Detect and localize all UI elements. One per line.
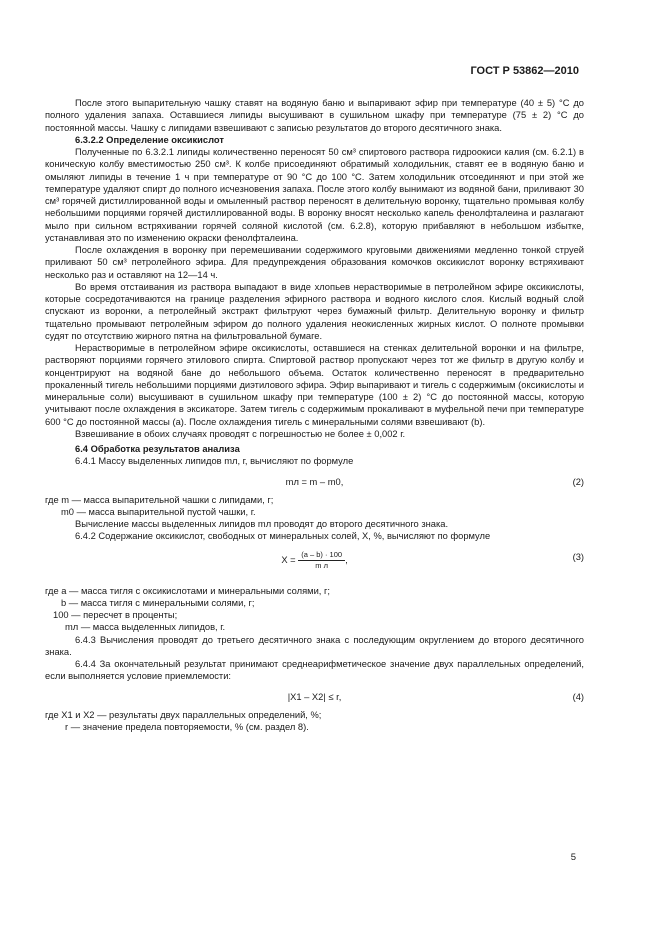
where-x1-x2: где X1 и X2 — результаты двух параллельных определений, %; [45,709,322,720]
equation-2-number: (2) [572,476,584,487]
equation-2 [45,475,584,489]
where-a: где a — масса тигля с оксикислотами и минеральными солями, г; [45,585,330,596]
paragraph-644: 6.4.4 За окончательный результат принимают среднеарифметическое значение двух параллельных определений, если выполняется условие приемлемости: [45,659,584,682]
page-number: 5 [570,852,576,863]
paragraph-weighing: Взвешивание в обоих случаях проводят с погрешностью не более ± 0,002 г. [75,428,406,439]
paragraph-642: 6.4.2 Содержание оксикислот, свободных от минеральных солей, X, %, вычисляют по формуле [75,531,491,542]
equation-4 [45,690,584,704]
equation-4-body: |X1 – X2| ≤ r, [287,691,342,702]
paragraph-evaporation: После этого выпарительную чашку ставят на водяную баню и выпаривают эфир при температуре (40 ± 5) °С до полного удаления запаха. Оставшиеся липиды высушивают в сушильном шкафу при температуре (75 ± 2) °С до постоянной массы. Чашку с липидами взвешивают с записью результатов до второго десятичного знака. [45,98,584,133]
document-header: ГОСТ Р 53862—2010 [470,65,579,77]
where-ml: mл — масса выделенных липидов, г. [65,622,226,633]
document-body [45,97,584,733]
equation-3 [45,550,584,580]
section-heading-64: 6.4 Обработка результатов анализа [75,444,240,454]
where-m: где m — масса выпарительной чашки с липидами, г; [45,494,274,505]
paragraph-settling: Во время отстаивания из раствора выпадают в виде хлопьев нерастворимые в петролейном эфире оксикислоты, которые сосредотачиваются на границе разделения эфирного раствора и водного кислого слоя. Кислый водный слой спускают из воронки, а петролейный экстракт фильтруют через бумажный фильтр. Делительную воронку и фильтр тщательно промывают петролейным эфиром до полного удаления неокисленных жирных кислот. О полноте промывки судят по отсутствию жирного пятна на фильтровальной бумаге. [45,281,584,341]
equation-3-number: (3) [572,551,584,562]
equation-2-body: mл = m – m0, [285,476,344,487]
equation-3-tail: , [345,554,348,565]
paragraph-643: 6.4.3 Вычисления проводят до третьего десятичного знака с последующим округлением до второго десятичного знака. [45,634,584,657]
where-b: b — масса тигля с минеральными солями, г; [61,597,255,608]
paragraph-641b: Вычисление массы выделенных липидов mл проводят до второго десятичного знака. [75,519,449,529]
where-r: r — значение предела повторяемости, % (см. раздел 8). [65,721,309,732]
equation-3-denominator: m л [315,560,328,570]
paragraph-641: 6.4.1 Массу выделенных липидов mл, г, вычисляют по формуле [75,456,354,467]
equation-4-number: (4) [572,691,584,702]
where-m0: m0 — масса выпарительной пустой чашки, г. [61,506,256,517]
paragraph-saponification: Полученные по 6.3.2.1 липиды количественно переносят 50 см³ спиртового раствора гидроокиси калия (см. 6.2.1) в коническую колбу вместимостью 250 см³. К колбе присоединяют обратимый холодильник, ставят ее в водяную баню и омыляют липиды в течение 1 ч при температуре от 90 °С до 100 °С. Затем холодильник отсоединяют и при этой же температуре удаляют спирт до полного исчезновения запаха. После этого колбу вынимают из водяной бани, приливают 30 см³ горячей дистиллированной воды и омыленный раствор переносят в делительную воронку, тщательно промывая колбу небольшими порциями горячей дистиллированной воды. В воронку вносят несколько капель фенолфталеина и разлагают мыло при сильном встряхивании горячей соляной кислотой (см. 6.2.8), которую прибавляют в небольшом избытке, устанавливая это по изменению окраски фенолфталеина. [45,147,584,243]
equation-3-fraction [298,550,345,571]
paragraph-dissolving: Нерастворимые в петролейном эфире оксикислоты, оставшиеся на стенках делительной воронки и на фильтре, растворяют порциями горячего этилового спирта. Спиртовой раствор пропускают через тот же фильтр в другую колбу и концентрируют на водяной бане до небольшого объема. Остаток количественно переносят в предварительно прокаленный тигель небольшими порциями диэтилового эфира. Эфир выпаривают и тигель с содержимым (оксикислоты и минеральные соли) высушивают в сушильном шкафу при температуре (100 ± 2) °С до постоянной массы, которую учитывают после охлаждения в эксикаторе. Затем тигель с содержимым прокаливают в муфельной печи при температуре 600 °С до постоянной массы (a). После охлаждения тигель с минеральными солями взвешивают (b). [45,343,584,427]
equation-3-numerator: (a – b) · 100 [298,550,345,561]
where-100: 100 — пересчет в проценты; [53,610,178,620]
section-heading-6322: 6.3.2.2 Определение оксикислот [75,134,224,145]
paragraph-cooling: После охлаждения в воронку при перемешивании содержимого круговыми движениями медленно тонкой струей приливают 50 см³ петролейного эфира. Для предупреждения образования комочков оксикислот воронку встряхивают несколько раз и оставляют на 12—14 ч. [45,245,584,280]
equation-3-lhs: X = [281,554,296,565]
